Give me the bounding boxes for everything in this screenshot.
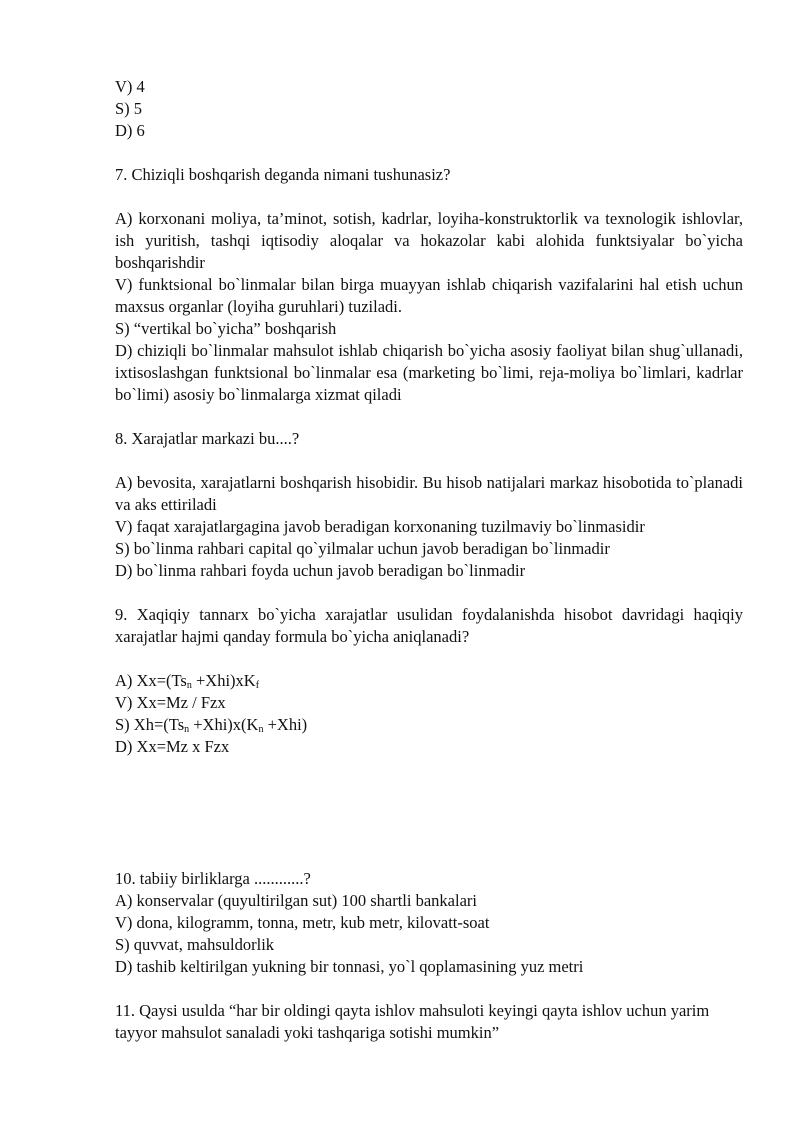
option-v-prev: V) 4 xyxy=(115,77,145,96)
question-9 xyxy=(115,604,743,758)
question-11 xyxy=(115,1000,743,1044)
question-10-option-a: A) konservalar (quyultirilgan sut) 100 shartli bankalari xyxy=(115,891,477,910)
question-9-option-d: D) Xx=Mz x Fzx xyxy=(115,737,230,756)
question-10-text: 10. tabiiy birliklarga ............? xyxy=(115,869,311,888)
question-9-option-a: A) $Xx=(Ts_n +Xhi)xK_f$ xyxy=(115,671,260,691)
question-9-text: 9. Xaqiqiy tannarx bo`yicha xarajatlar usulidan foydalanishda hisobot davridagi haqiqiy xarajatlar hajmi qanday formula bo`yicha aniqlanadi? xyxy=(115,605,743,646)
question-9-option-v: V) Xx=Mz / Fzx xyxy=(115,693,226,712)
question-8-option-v: V) faqat xarajatlargagina javob beradigan korxonaning tuzilmaviy bo`linmasidir xyxy=(115,517,645,536)
question-10-option-v: V) dona, kilogramm, tonna, metr, kub metr, kilovatt-soat xyxy=(115,913,490,932)
question-7-option-v: V) funktsional bo`linmalar bilan birga muayyan ishlab chiqarish vazifalarini hal etish uchun maxsus organlar (loyiha guruhlari) tuziladi. xyxy=(115,275,743,316)
question-8-text: 8. Xarajatlar markazi bu....? xyxy=(115,429,300,448)
question-8-option-s: S) bo`linma rahbari capital qo`yilmalar uchun javob beradigan bo`linmadir xyxy=(115,539,610,558)
question-7 xyxy=(115,164,743,406)
document-page xyxy=(115,76,743,1044)
question-8-option-a: A) bevosita, xarajatlarni boshqarish hisobidir. Bu hisob natijalari markaz hisobotida to`planadi va aks ettiriladi xyxy=(115,473,743,514)
option-d-prev: D) 6 xyxy=(115,121,145,140)
question-10-option-s: S) quvvat, mahsuldorlik xyxy=(115,935,275,954)
question-8 xyxy=(115,428,743,582)
question-10-option-d: D) tashib keltirilgan yukning bir tonnasi, yo`l qoplamasining yuz metri xyxy=(115,957,584,976)
question-11-text: 11. Qaysi usulda “har bir oldingi qayta ishlov mahsuloti keyingi qayta ishlov uchun yarim tayyor mahsulot sanaladi yoki tashqariga sotishi mumkin” xyxy=(115,1001,710,1042)
question-7-text: 7. Chiziqli boshqarish deganda nimani tushunasiz? xyxy=(115,165,451,184)
question-10 xyxy=(115,868,743,978)
question-7-option-s: S) “vertikal bo`yicha” boshqarish xyxy=(115,319,337,338)
option-s-prev: S) 5 xyxy=(115,99,143,118)
question-9-option-s: S) $Xh=(Ts_n +Xhi)x(K_n +Xhi)$ xyxy=(115,715,308,735)
question-8-option-d: D) bo`linma rahbari foyda uchun javob beradigan bo`linmadir xyxy=(115,561,526,580)
question-7-option-d: D) chiziqli bo`linmalar mahsulot ishlab chiqarish bo`yicha asosiy faoliyat bilan shug`ullanadi, ixtisoslashgan funktsional bo`linmalar esa (marketing bo`limi, reja-moliya bo`limlari, kadrlar bo`limi) asosiy bo`linmalarga xizmat qiladi xyxy=(115,341,743,404)
question-7-option-a: A) korxonani moliya, ta’minot, sotish, kadrlar, loyiha-konstruktorlik va texnologik ishlovlar, ish yuritish, tashqi iqtisodiy aloqalar va hokazolar kabi alohida funktsiyalar bo`yicha boshqarishdir xyxy=(115,209,743,272)
